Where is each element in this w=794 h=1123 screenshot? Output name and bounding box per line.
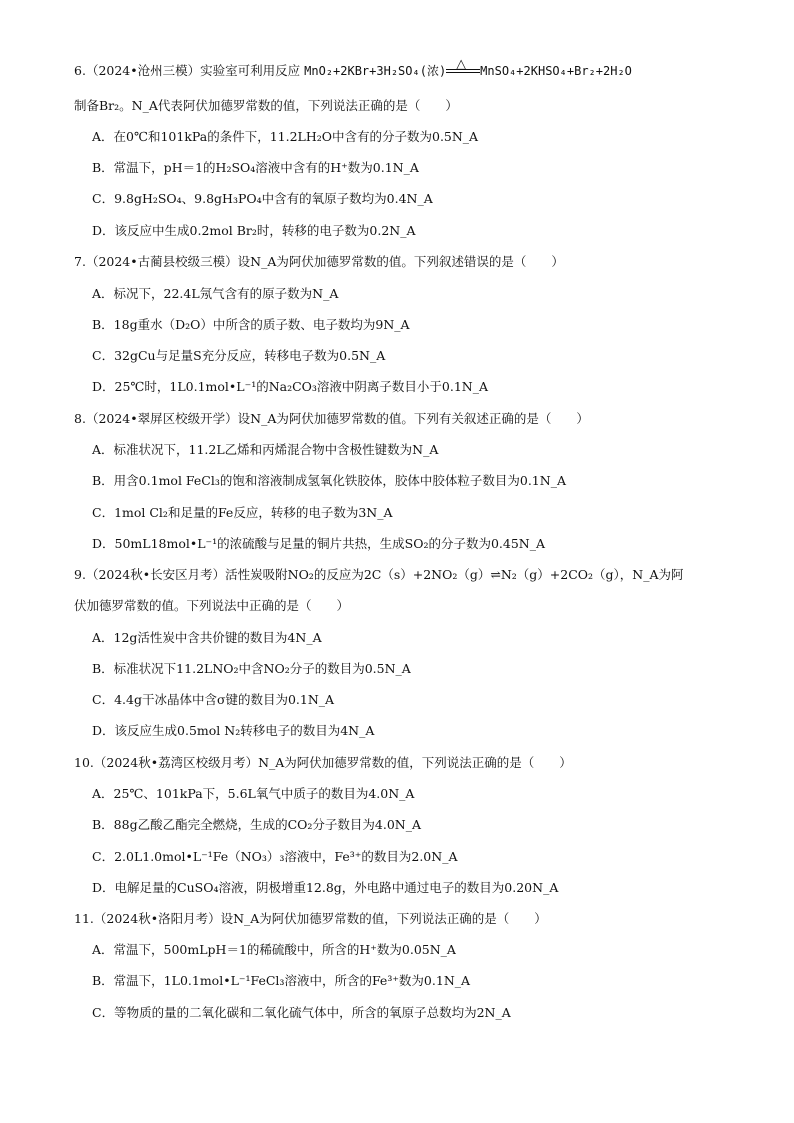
option-d: D．50mL18mol•L⁻¹的浓硫酸与足量的铜片共热，生成SO₂的分子数为0.45N_A xyxy=(92,536,546,551)
option-b: B．88g乙酸乙酯完全燃烧，生成的CO₂分子数目为4.0N_A xyxy=(92,817,422,832)
question-number: 11. xyxy=(74,911,94,926)
option-b: B．常温下，pH＝1的H₂SO₄溶液中含有的H⁺数为0.1N_A xyxy=(92,160,419,175)
option-a: A．常温下，500mLpH＝1的稀硫酸中，所含的H⁺数为0.05N_A xyxy=(92,942,456,957)
question-number: 6. xyxy=(74,63,86,78)
option-d: D．25℃时，1L0.1mol•L⁻¹的Na₂CO₃溶液中阴离子数目小于0.1N_A xyxy=(92,379,489,394)
heat-condition: △ xyxy=(456,57,467,72)
question-9-stem xyxy=(74,565,724,585)
question-source: （2024秋•长安区月考） xyxy=(85,567,226,582)
option-d: D．电解足量的CuSO₄溶液，阴极增重12.8g，外电路中通过电子的数目为0.20N_A xyxy=(92,880,559,895)
equation-right: MnSO₄+2KHSO₄+Br₂+2H₂O xyxy=(480,64,632,78)
option-a: A．25℃、101kPa下，5.6L氧气中质子的数目为4.0N_A xyxy=(92,786,415,801)
option-a: A．在0℃和101kPa的条件下，11.2LH₂O中含有的分子数为0.5N_A xyxy=(92,129,479,144)
question-stem-cont: 制备Br₂。N_A代表阿伏加德罗常数的值，下列说法正确的是（ ） xyxy=(74,98,458,113)
option-b: B．18g重水（D₂O）中所含的质子数、电子数均为9N_A xyxy=(92,317,410,332)
option-a: A．标准状况下，11.2L乙烯和丙烯混合物中含极性键数为N_A xyxy=(92,442,439,457)
question-source: （2024秋•洛阳月考） xyxy=(93,911,221,926)
option-c: C．32gCu与足量S充分反应，转移电子数为0.5N_A xyxy=(92,348,386,363)
question-number: 10. xyxy=(74,755,94,770)
option-c: C．1mol Cl₂和足量的Fe反应，转移的电子数为3N_A xyxy=(92,505,393,520)
question-stem-cont: 伏加德罗常数的值。下列说法中正确的是（ ） xyxy=(74,598,350,613)
question-stem: 设N_A为阿伏加德罗常数的值。下列有关叙述正确的是（ ） xyxy=(237,411,589,426)
question-number: 8. xyxy=(74,411,86,426)
question-8-stem xyxy=(74,409,724,429)
option-c: C．9.8gH₂SO₄、9.8gH₃PO₄中含有的氧原子数均为0.4N_A xyxy=(92,191,433,206)
question-9-stem-cont xyxy=(74,596,724,616)
equation-left: MnO₂+2KBr+3H₂SO₄(浓) xyxy=(304,64,447,78)
question-source: （2024秋•荔湾区校级月考） xyxy=(93,755,259,770)
question-6-stem xyxy=(74,57,724,81)
option-d: D．该反应中生成0.2mol Br₂时，转移的电子数为0.2N_A xyxy=(92,223,416,238)
question-source: （2024•翠屏区校级开学） xyxy=(85,411,238,426)
option-a: A．标况下，22.4L氖气含有的原子数为N_A xyxy=(92,286,339,301)
question-stem: 活性炭吸附NO₂的反应为2C（s）+2NO₂（g）⇌N₂（g）+2CO₂（g），N_A为阿 xyxy=(225,567,684,582)
question-stem: N_A为阿伏加德罗常数的值，下列说法正确的是（ ） xyxy=(258,755,572,770)
question-stem: 实验室可利用反应 xyxy=(200,63,301,78)
question-10-stem xyxy=(74,753,724,773)
question-number: 7. xyxy=(74,254,86,269)
option-c: C．4.4g干冰晶体中含σ键的数目为0.1N_A xyxy=(92,692,335,707)
question-6-stem-cont xyxy=(74,96,724,116)
option-b: B．用含0.1mol FeCl₃的饱和溶液制成氢氧化铁胶体，胶体中胶体粒子数目为0.1N_A xyxy=(92,473,566,488)
equation-arrow xyxy=(446,57,480,81)
option-c: C．等物质的量的二氧化碳和二氧化硫气体中，所含的氧原子总数均为2N_A xyxy=(92,1005,511,1020)
question-source: （2024•沧州三模） xyxy=(85,63,201,78)
question-source: （2024•古蔺县校级三模） xyxy=(85,254,238,269)
question-stem: 设N_A为阿伏加德罗常数的值。下列叙述错误的是（ ） xyxy=(237,254,564,269)
question-11-stem xyxy=(74,909,724,929)
option-c: C．2.0L1.0mol•L⁻¹Fe（NO₃）₃溶液中，Fe³⁺的数目为2.0N_A xyxy=(92,849,458,864)
option-b: B．常温下，1L0.1mol•L⁻¹FeCl₃溶液中，所含的Fe³⁺数为0.1N_A xyxy=(92,973,471,988)
option-d: D．该反应生成0.5mol N₂转移电子的数目为4N_A xyxy=(92,723,375,738)
option-b: B．标准状况下11.2LNO₂中含NO₂分子的数目为0.5N_A xyxy=(92,661,411,676)
question-stem: 设N_A为阿伏加德罗常数的值，下列说法正确的是（ ） xyxy=(220,911,547,926)
question-7-stem xyxy=(74,252,724,272)
question-number: 9. xyxy=(74,567,86,582)
option-a: A．12g活性炭中含共价键的数目为4N_A xyxy=(92,630,322,645)
